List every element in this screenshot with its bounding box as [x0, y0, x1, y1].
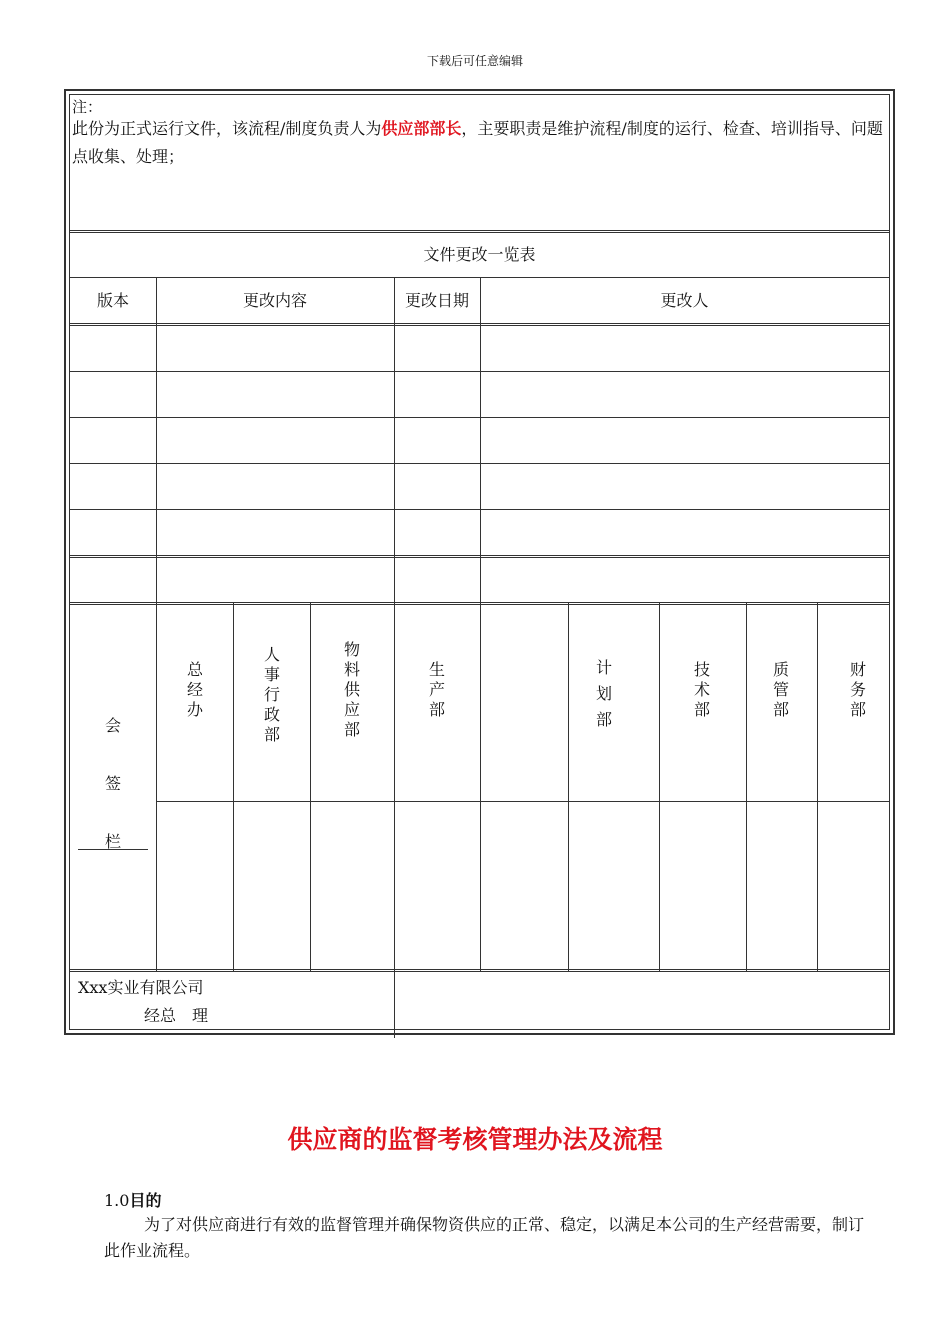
signoff-col-line — [817, 602, 818, 972]
note-text — [72, 115, 885, 171]
signoff-col-line — [659, 602, 660, 972]
dept-header-planning: 计 划 部 — [595, 658, 612, 729]
signoff-col-line — [746, 602, 747, 972]
signoff-col-line — [233, 602, 234, 972]
col-line — [480, 277, 481, 605]
section-heading — [104, 1188, 161, 1211]
signoff-label-char: 签 — [104, 774, 121, 793]
dept-header-tech: 技 术 部 — [693, 660, 710, 719]
signoff-label-char: 会 — [104, 716, 121, 735]
col-header-version: 版本 — [96, 291, 129, 310]
col-line — [394, 277, 395, 605]
section-title: 目的 — [129, 1191, 162, 1210]
dept-header-hr: 人 事 行 政 部 — [263, 645, 280, 744]
note-owner: 供应部部长 — [381, 119, 462, 138]
col-line — [156, 277, 157, 605]
col-header-person: 更改人 — [660, 291, 709, 310]
control-form — [64, 89, 895, 1035]
dept-header-production: 生 产 部 — [428, 660, 445, 719]
col-header-date: 更改日期 — [404, 291, 469, 310]
footer-role: 经总 理 — [144, 1006, 209, 1025]
signoff-col-line — [310, 602, 311, 972]
control-form-inner — [69, 94, 890, 1030]
note-block — [72, 99, 885, 171]
signoff-col-line — [568, 602, 569, 972]
note-prefix: 此份为正式运行文件，该流程/制度负责人为 — [72, 119, 382, 138]
section-number: 1.0 — [104, 1191, 130, 1210]
page-header: 下载后可任意编辑 — [426, 54, 523, 68]
signoff-col-line — [480, 602, 481, 972]
change-log-title: 文件更改一览表 — [423, 245, 536, 264]
section-paragraph: 为了对供应商进行有效的监督管理并确保物资供应的正常、稳定，以满足本公司的生产经营需要，制订此作业流程。 — [104, 1215, 865, 1260]
col-header-content: 更改内容 — [242, 291, 307, 310]
signoff-col-line — [394, 602, 395, 1038]
dept-header-materials: 物 料 供 应 部 — [343, 640, 360, 739]
note-label: 注： — [72, 98, 103, 116]
divider-note — [70, 230, 889, 233]
dept-header-quality: 质 管 部 — [772, 660, 789, 719]
dept-header-general: 总 经 办 — [186, 660, 203, 719]
signoff-underline — [78, 849, 148, 850]
note-suffix: ，主要职责是维护流程/制度的运行、检查、培训指导、问题点收集、处理； — [72, 119, 883, 166]
dept-header-finance: 财 务 部 — [849, 660, 866, 719]
signoff-label-char: 栏 — [104, 832, 121, 851]
signoff-col-line — [156, 602, 157, 972]
footer-company: Xxx实业有限公司 — [78, 978, 204, 997]
document-title: 供应商的监督考核管理办法及流程 — [287, 1125, 663, 1154]
divider-signoff-mid — [156, 801, 889, 802]
